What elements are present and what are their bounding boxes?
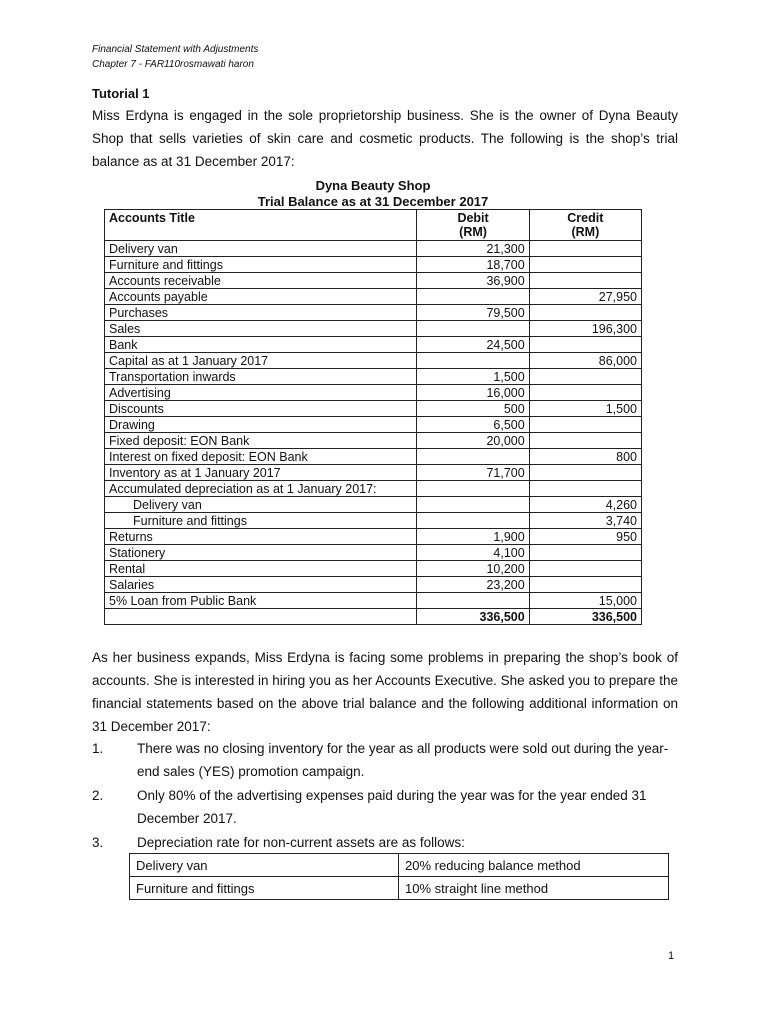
credit-cell: 3,740 bbox=[529, 513, 641, 529]
total-credit: 336,500 bbox=[529, 609, 641, 625]
table-row bbox=[105, 545, 642, 561]
account-cell: Stationery bbox=[105, 545, 417, 561]
credit-cell bbox=[529, 337, 641, 353]
credit-cell: 86,000 bbox=[529, 353, 641, 369]
debit-cell bbox=[417, 449, 529, 465]
account-cell: Capital as at 1 January 2017 bbox=[105, 353, 417, 369]
debit-cell bbox=[417, 497, 529, 513]
account-cell: Bank bbox=[105, 337, 417, 353]
col-header-credit: Credit (RM) bbox=[529, 210, 641, 241]
credit-cell: 15,000 bbox=[529, 593, 641, 609]
table-row bbox=[105, 529, 642, 545]
credit-cell bbox=[529, 305, 641, 321]
account-cell: Fixed deposit: EON Bank bbox=[105, 433, 417, 449]
account-cell: Drawing bbox=[105, 417, 417, 433]
credit-cell bbox=[529, 433, 641, 449]
table-row bbox=[105, 513, 642, 529]
item-number: 3. bbox=[92, 835, 104, 850]
account-cell: Sales bbox=[105, 321, 417, 337]
additional-info-paragraph: As her business expands, Miss Erdyna is facing some problems in preparing the shop’s book of accounts. She is interested in hiring you as her Accounts Executive. She asked you to prepare the financial statements based on the above trial balance and the following additional information on 31 December 2017: bbox=[92, 650, 678, 734]
debit-cell: 4,100 bbox=[417, 545, 529, 561]
method-cell: 20% reducing balance method bbox=[399, 854, 669, 877]
trial-balance-title: Dyna Beauty Shop bbox=[315, 178, 431, 193]
table-row bbox=[105, 401, 642, 417]
total-label-cell bbox=[105, 609, 417, 625]
debit-cell: 16,000 bbox=[417, 385, 529, 401]
table-row bbox=[105, 337, 642, 353]
credit-cell bbox=[529, 241, 641, 257]
debit-cell: 21,300 bbox=[417, 241, 529, 257]
account-cell: Returns bbox=[105, 529, 417, 545]
table-row bbox=[105, 289, 642, 305]
table-row bbox=[105, 449, 642, 465]
table-row bbox=[105, 417, 642, 433]
table-row bbox=[105, 481, 642, 497]
table-header-row bbox=[105, 210, 642, 241]
credit-cell bbox=[529, 545, 641, 561]
credit-cell: 4,260 bbox=[529, 497, 641, 513]
debit-cell bbox=[417, 353, 529, 369]
trial-balance-subtitle: Trial Balance as at 31 December 2017 bbox=[257, 194, 489, 209]
table-row bbox=[105, 433, 642, 449]
credit-cell: 1,500 bbox=[529, 401, 641, 417]
total-row bbox=[105, 609, 642, 625]
debit-cell: 500 bbox=[417, 401, 529, 417]
item-text: Only 80% of the advertising expenses paid during the year was for the year ended 31 December 2017. bbox=[137, 788, 647, 826]
account-cell: Interest on fixed deposit: EON Bank bbox=[105, 449, 417, 465]
trial-balance-table bbox=[104, 209, 642, 625]
debit-cell: 10,200 bbox=[417, 561, 529, 577]
account-cell: Delivery van bbox=[105, 241, 417, 257]
table-row bbox=[130, 877, 669, 900]
table-row bbox=[105, 273, 642, 289]
credit-cell: 196,300 bbox=[529, 321, 641, 337]
account-cell: 5% Loan from Public Bank bbox=[105, 593, 417, 609]
debit-cell bbox=[417, 481, 529, 497]
debit-cell: 23,200 bbox=[417, 577, 529, 593]
depreciation-table bbox=[129, 853, 669, 900]
account-cell: Salaries bbox=[105, 577, 417, 593]
debit-cell: 1,500 bbox=[417, 369, 529, 385]
debit-cell bbox=[417, 513, 529, 529]
table-row bbox=[105, 305, 642, 321]
account-cell: Furniture and fittings bbox=[105, 257, 417, 273]
debit-cell: 20,000 bbox=[417, 433, 529, 449]
debit-cell bbox=[417, 289, 529, 305]
table-row bbox=[105, 257, 642, 273]
table-row bbox=[105, 385, 642, 401]
asset-cell: Delivery van bbox=[130, 854, 399, 877]
table-row bbox=[105, 465, 642, 481]
debit-cell: 71,700 bbox=[417, 465, 529, 481]
debit-cell: 36,900 bbox=[417, 273, 529, 289]
credit-cell bbox=[529, 465, 641, 481]
debit-cell: 24,500 bbox=[417, 337, 529, 353]
item-number: 1. bbox=[92, 741, 104, 756]
credit-cell bbox=[529, 481, 641, 497]
header-line-2: Chapter 7 - FAR110rosmawati haron bbox=[92, 59, 254, 70]
account-cell: Accounts payable bbox=[105, 289, 417, 305]
account-cell: Accounts receivable bbox=[105, 273, 417, 289]
intro-paragraph: Miss Erdyna is engaged in the sole proprietorship business. She is the owner of Dyna Beauty Shop that sells varieties of skin care and cosmetic products. The following is the shop’s trial balance as at 31 December 2017: bbox=[92, 108, 678, 169]
item-text: There was no closing inventory for the year as all products were sold out during the year-end sales (YES) promotion campaign. bbox=[137, 741, 669, 779]
table-row bbox=[105, 353, 642, 369]
table-row bbox=[130, 854, 669, 877]
table-row bbox=[105, 561, 642, 577]
credit-cell bbox=[529, 385, 641, 401]
item-number: 2. bbox=[92, 788, 104, 803]
tutorial-title: Tutorial 1 bbox=[92, 86, 150, 101]
table-row bbox=[105, 321, 642, 337]
total-debit: 336,500 bbox=[417, 609, 529, 625]
table-row bbox=[105, 593, 642, 609]
account-cell: Delivery van bbox=[105, 497, 417, 513]
debit-cell: 18,700 bbox=[417, 257, 529, 273]
col-header-debit: Debit (RM) bbox=[417, 210, 529, 241]
table-row bbox=[105, 497, 642, 513]
debit-cell: 1,900 bbox=[417, 529, 529, 545]
method-cell: 10% straight line method bbox=[399, 877, 669, 900]
credit-cell bbox=[529, 577, 641, 593]
debit-cell bbox=[417, 321, 529, 337]
debit-cell bbox=[417, 593, 529, 609]
account-cell: Advertising bbox=[105, 385, 417, 401]
credit-cell bbox=[529, 561, 641, 577]
credit-cell bbox=[529, 417, 641, 433]
credit-cell: 800 bbox=[529, 449, 641, 465]
col-header-account: Accounts Title bbox=[105, 210, 417, 241]
account-cell: Rental bbox=[105, 561, 417, 577]
account-cell: Furniture and fittings bbox=[105, 513, 417, 529]
table-row bbox=[105, 577, 642, 593]
item-text: Depreciation rate for non-current assets are as follows: bbox=[137, 835, 465, 850]
account-cell: Accumulated depreciation as at 1 January 2017: bbox=[105, 481, 417, 497]
page-header bbox=[92, 42, 258, 72]
credit-cell bbox=[529, 257, 641, 273]
trial-balance-body bbox=[105, 241, 642, 625]
account-cell: Purchases bbox=[105, 305, 417, 321]
debit-cell: 79,500 bbox=[417, 305, 529, 321]
account-cell: Discounts bbox=[105, 401, 417, 417]
table-row bbox=[105, 241, 642, 257]
credit-cell: 27,950 bbox=[529, 289, 641, 305]
credit-cell bbox=[529, 369, 641, 385]
header-line-1: Financial Statement with Adjustments bbox=[92, 44, 259, 55]
table-row bbox=[105, 369, 642, 385]
asset-cell: Furniture and fittings bbox=[130, 877, 399, 900]
account-cell: Transportation inwards bbox=[105, 369, 417, 385]
debit-cell: 6,500 bbox=[417, 417, 529, 433]
credit-cell: 950 bbox=[529, 529, 641, 545]
credit-cell bbox=[529, 273, 641, 289]
account-cell: Inventory as at 1 January 2017 bbox=[105, 465, 417, 481]
page-number: 1 bbox=[668, 950, 675, 962]
